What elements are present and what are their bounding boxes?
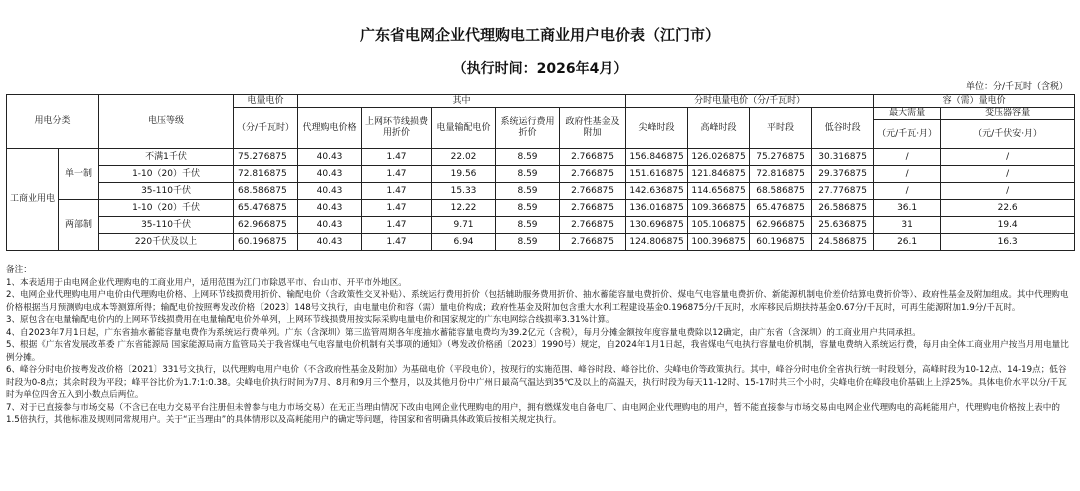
flat-cell: 75.276875 xyxy=(750,149,812,166)
energy-cell: 72.816875 xyxy=(234,166,298,183)
agency-cell: 40.43 xyxy=(298,234,362,251)
peak-cell: 105.106875 xyxy=(688,217,750,234)
note-item: 2、电网企业代理购电用户电价由代理购电价格、上网环节线损费用折价、输配电价（含政策性交叉补贴）、系统运行费用折价（包括辅助服务费用折价、抽水蓄能容量电费折价、煤电气电容量电费折价、新能源机制电价差价结算电费折价等）、政府性基金及附加组成。其中代理购电价格根据当月预测购电成本等测算所得；输配电价按照粤发改价格〔2023〕148号文执行，由电量电价和容（需）量电价构成；政府性基金及附加包含重大水利工程建设基金0.196875分/千瓦时，水库移民后期扶持基金0.67分/千瓦时，可再生能源附加1.9分/千瓦时。 xyxy=(6,290,1069,313)
header-valley: 低谷时段 xyxy=(812,108,874,149)
voltage-cell: 1-10（20）千伏 xyxy=(99,200,234,217)
price-table xyxy=(6,94,1075,251)
valley-cell: 26.586875 xyxy=(812,200,874,217)
header-line-loss: 上网环节线损费用折价 xyxy=(362,108,432,149)
peak-cell: 114.656875 xyxy=(688,183,750,200)
sys-cell: 8.59 xyxy=(496,217,560,234)
energy-cell: 68.586875 xyxy=(234,183,298,200)
voltage-cell: 35-110千伏 xyxy=(99,217,234,234)
header-transformer: 变压器容量 xyxy=(941,108,1075,120)
unit-note: 单位：分/千瓦时（含税） xyxy=(965,82,1068,92)
voltage-cell: 220千伏及以上 xyxy=(99,234,234,251)
loss-cell: 1.47 xyxy=(362,217,432,234)
flat-cell: 60.196875 xyxy=(750,234,812,251)
header-energy-price-unit: （分/千瓦时） xyxy=(234,108,298,149)
page-title: 广东省电网企业代理购电工商业用户电价表（江门市） xyxy=(359,26,720,44)
agency-cell: 40.43 xyxy=(298,149,362,166)
fund-cell: 2.766875 xyxy=(560,183,626,200)
trans-cell: 9.71 xyxy=(432,217,496,234)
table-row xyxy=(7,183,1075,200)
voltage-cell: 35-110千伏 xyxy=(99,183,234,200)
demand-cell: 36.1 xyxy=(874,200,941,217)
transformer-cell: / xyxy=(941,183,1075,200)
valley-cell: 25.636875 xyxy=(812,217,874,234)
header-transformer-unit: （元/千伏安·月） xyxy=(941,120,1075,149)
sharp-cell: 142.636875 xyxy=(626,183,688,200)
flat-cell: 68.586875 xyxy=(750,183,812,200)
transformer-cell: 22.6 xyxy=(941,200,1075,217)
table-row xyxy=(7,234,1075,251)
note-item: 7、对于已直接参与市场交易（不含已在电力交易平台注册但未曾参与电力市场交易）在无正当理由情况下改由电网企业代理购电的用户，拥有燃煤发电自备电厂、由电网企业代理购电的用户，暂不能直接参与市场交易由电网企业代理购电的高耗能用户，代理购电价格按上表中的1.5倍执行，其他标准及规则同常规用户。关于“正当理由”的具体情形以及高耗能用户的确定等问题，待国家和省明确具体政策后按相关规定执行。 xyxy=(6,402,1060,425)
note-item: 5、根据《广东省发展改革委 广东省能源局 国家能源局南方监管局关于我省煤电气电容量电价机制有关事项的通知》（粤发改价格函〔2023〕1990号）规定，自2024年1月1日起，我省煤电气电执行容量电价机制，容量电费纳入系统运行费，每月由全体工商业用户按当月用电量比例分摊。 xyxy=(6,340,1069,363)
loss-cell: 1.47 xyxy=(362,234,432,251)
header-capacity-price: 容（需）量电价 xyxy=(874,95,1075,108)
energy-cell: 62.966875 xyxy=(234,217,298,234)
transformer-cell: 19.4 xyxy=(941,217,1075,234)
peak-cell: 109.366875 xyxy=(688,200,750,217)
valley-cell: 30.316875 xyxy=(812,149,874,166)
trans-cell: 15.33 xyxy=(432,183,496,200)
fund-cell: 2.766875 xyxy=(560,234,626,251)
peak-cell: 126.026875 xyxy=(688,149,750,166)
sharp-cell: 124.806875 xyxy=(626,234,688,251)
loss-cell: 1.47 xyxy=(362,166,432,183)
demand-cell: 26.1 xyxy=(874,234,941,251)
system-cell: 单一制 xyxy=(59,149,99,200)
page-subtitle: （执行时间：2026年4月） xyxy=(452,61,628,77)
fund-cell: 2.766875 xyxy=(560,166,626,183)
valley-cell: 27.776875 xyxy=(812,183,874,200)
fund-cell: 2.766875 xyxy=(560,149,626,166)
peak-cell: 100.396875 xyxy=(688,234,750,251)
sharp-cell: 156.846875 xyxy=(626,149,688,166)
header-max-demand: 最大需量 xyxy=(874,108,941,120)
header-gov-fund: 政府性基金及附加 xyxy=(560,108,626,149)
sys-cell: 8.59 xyxy=(496,166,560,183)
valley-cell: 24.586875 xyxy=(812,234,874,251)
note-item: 4、自2023年7月1日起，广东省抽水蓄能容量电费作为系统运行费单列。广东（含深圳）第三监管周期各年度抽水蓄能容量电费均为39.2亿元（含税），每月分摊金额按年度容量电费除以12确定，由广东省（含深圳）的工商业用户共同承担。 xyxy=(6,327,921,338)
loss-cell: 1.47 xyxy=(362,183,432,200)
header-max-demand-unit: （元/千瓦·月） xyxy=(874,120,941,149)
notes-section xyxy=(6,264,1072,427)
sys-cell: 8.59 xyxy=(496,234,560,251)
sharp-cell: 130.696875 xyxy=(626,217,688,234)
header-voltage: 电压等级 xyxy=(99,95,234,149)
sharp-cell: 151.616875 xyxy=(626,166,688,183)
note-item: 6、峰谷分时电价按粤发改价格〔2021〕331号文执行，以代理购电用户电价（不含政府性基金及附加）为基础电价（平段电价），按现行的实施范围、峰谷时段、峰谷比价、尖峰电价等政策执行。其中，峰谷分时电价全省执行统一时段划分，高峰时段为10-12点、14-19点；低谷时段为0-8点；其余时段为平段；峰平谷比价为1.7:1:0.38。尖峰电价执行时间为7月、8月和9月三个整月，以及其他月份中广州日最高气温达到35℃及以上的高温天，执行时段为每天11-12时、15-17时共三个小时，尖峰电价在峰段电价基础上上浮25%。具体电价水平以分/千瓦时为单位四舍五入到小数点后两位。 xyxy=(6,365,1067,400)
header-tou-price: 分时电量电价（分/千瓦时） xyxy=(626,95,874,108)
demand-cell: 31 xyxy=(874,217,941,234)
trans-cell: 22.02 xyxy=(432,149,496,166)
demand-cell: / xyxy=(874,149,941,166)
system-cell: 两部制 xyxy=(59,200,99,251)
flat-cell: 62.966875 xyxy=(750,217,812,234)
header-agency-price: 代理购电价格 xyxy=(298,108,362,149)
agency-cell: 40.43 xyxy=(298,166,362,183)
fund-cell: 2.766875 xyxy=(560,200,626,217)
note-item: 1、本表适用于由电网企业代理购电的工商业用户，适用范围为江门市除恩平市、台山市、开平市外地区。 xyxy=(6,277,407,288)
table-row xyxy=(7,149,1075,166)
table-row xyxy=(7,200,1075,217)
agency-cell: 40.43 xyxy=(298,217,362,234)
agency-cell: 40.43 xyxy=(298,183,362,200)
sys-cell: 8.59 xyxy=(496,149,560,166)
loss-cell: 1.47 xyxy=(362,200,432,217)
header-system-fee: 系统运行费用折价 xyxy=(496,108,560,149)
transformer-cell: / xyxy=(941,166,1075,183)
header-peak: 高峰时段 xyxy=(688,108,750,149)
sys-cell: 8.59 xyxy=(496,200,560,217)
agency-cell: 40.43 xyxy=(298,200,362,217)
note-item: 3、原包含在电量输配电价内的上网环节线损费用在电量输配电价外单列，上网环节线损费用按实际采购电量电价和国家规定的广东电网综合线损率3.31%计算。 xyxy=(6,315,615,325)
energy-cell: 65.476875 xyxy=(234,200,298,217)
header-flat: 平时段 xyxy=(750,108,812,149)
header-of-which: 其中 xyxy=(298,95,626,108)
sharp-cell: 136.016875 xyxy=(626,200,688,217)
demand-cell: / xyxy=(874,183,941,200)
loss-cell: 1.47 xyxy=(362,149,432,166)
transformer-cell: / xyxy=(941,149,1075,166)
valley-cell: 29.376875 xyxy=(812,166,874,183)
header-peak-sharp: 尖峰时段 xyxy=(626,108,688,149)
flat-cell: 65.476875 xyxy=(750,200,812,217)
transformer-cell: 16.3 xyxy=(941,234,1075,251)
trans-cell: 19.56 xyxy=(432,166,496,183)
table-row xyxy=(7,166,1075,183)
energy-cell: 75.276875 xyxy=(234,149,298,166)
header-category: 用电分类 xyxy=(7,95,99,149)
sys-cell: 8.59 xyxy=(496,183,560,200)
flat-cell: 72.816875 xyxy=(750,166,812,183)
table-row xyxy=(7,217,1075,234)
header-transmission: 电量输配电价 xyxy=(432,108,496,149)
voltage-cell: 不满1千伏 xyxy=(99,149,234,166)
trans-cell: 12.22 xyxy=(432,200,496,217)
demand-cell: / xyxy=(874,166,941,183)
header-energy-price: 电量电价 xyxy=(234,95,298,108)
energy-cell: 60.196875 xyxy=(234,234,298,251)
category-cell: 工商业用电 xyxy=(7,149,59,251)
voltage-cell: 1-10（20）千伏 xyxy=(99,166,234,183)
peak-cell: 121.846875 xyxy=(688,166,750,183)
trans-cell: 6.94 xyxy=(432,234,496,251)
fund-cell: 2.766875 xyxy=(560,217,626,234)
notes-heading: 备注： xyxy=(6,265,32,275)
